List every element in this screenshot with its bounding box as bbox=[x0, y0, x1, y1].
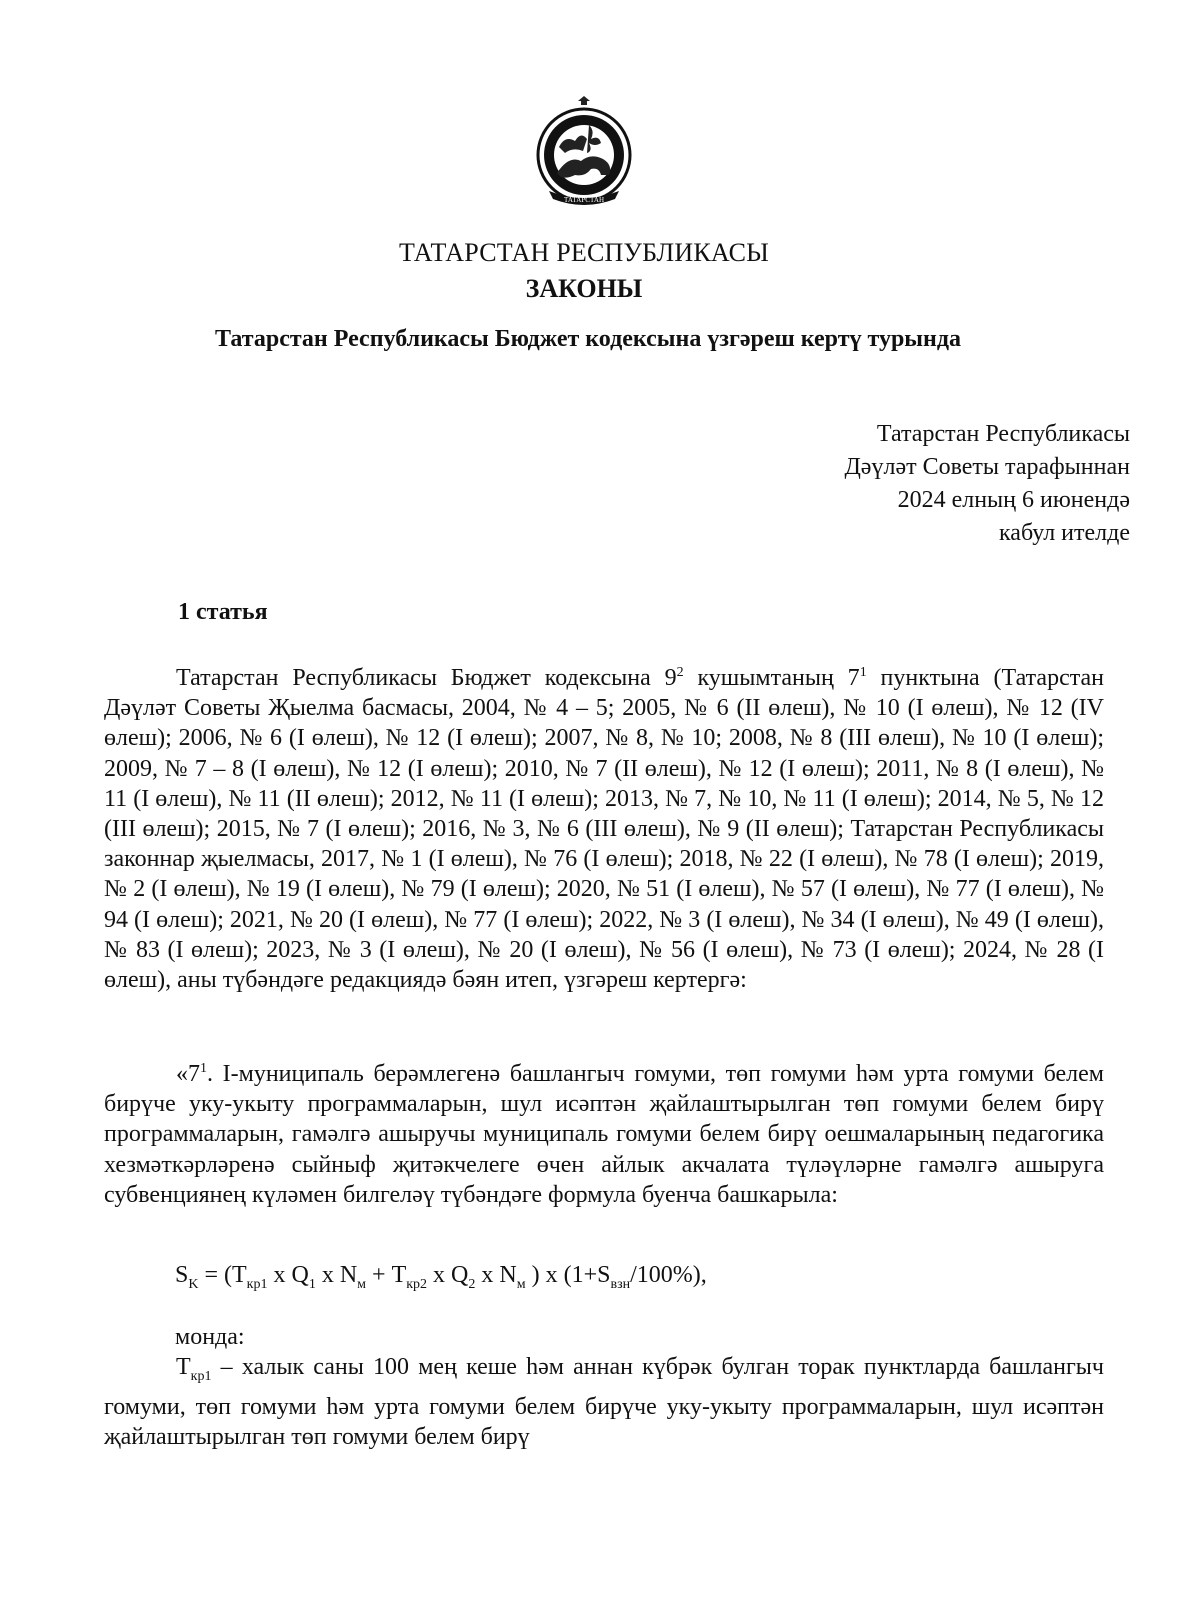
emblem-ring-text: ТАТАРСТАН bbox=[563, 196, 605, 204]
article-title: 1 статья bbox=[178, 599, 268, 625]
para1-text-b: кушымтаның 7 bbox=[683, 665, 860, 691]
para3-symbol-sub: кр1 bbox=[190, 1368, 212, 1384]
formula-part: x N bbox=[475, 1262, 517, 1288]
paragraph-amendment-intro bbox=[104, 658, 1104, 995]
formula-sub: м bbox=[516, 1276, 526, 1292]
formula-sub: кр1 bbox=[246, 1276, 268, 1292]
para1-text-c: пунктына (Татарстан Дәүләт Советы Җыелма басмасы, 2004, № 4 – 5; 2005, № 6 (II өлеш), № 10 (I өлеш), № 12 (IV өлеш); 2006, № 6 (I өлеш), № 12 (I өлеш); 2007, № 8, № 10; 2008, № 8 (III өлеш), № 10 (I өлеш); 2009, № 7 – 8 (I өлеш), № 12 (I өлеш); 2010, № 7 (II өлеш), № 12 (I өлеш); 2011, № 8 (I өлеш), № 11 (I өлеш), № 11 (II өлеш); 2012, № 11 (I өлеш); 2013, № 7, № 10, № 11 (I өлеш); 2014, № 5, № 12 (III өлеш); 2015, № 7 (I өлеш); 2016, № 3, № 6 (III өлеш), № 9 (II өлеш); Татарстан Республикасы законнар җыелмасы, 2017, № 1 (I өлеш), № 76 (I өлеш); 2018, № 22 (I өлеш), № 78 (I өлеш); 2019, № 2 (I өлеш), № 19 (I өлеш), № 79 (I өлеш); 2020, № 51 (I өлеш), № 57 (I өлеш), № 77 (I өлеш), № 94 (I өлеш); 2021, № 20 (I өлеш), № 77 (I өлеш); 2022, № 3 (I өлеш), № 34 (I өлеш), № 49 (I өлеш), № 83 (I өлеш); 2023, № 3 (I өлеш), № 20 (I өлеш), № 56 (I өлеш), № 73 (I өлеш); 2024, № 28 (I өлеш), аны түбәндәге редакциядә бәян итеп, үзгәреш кертергә: bbox=[104, 665, 1105, 994]
para1-text-a: Татарстан Республикасы Бюджет кодексына 9 bbox=[176, 665, 677, 691]
adoption-line-3: 2024 елның 6 июнендә bbox=[897, 487, 1130, 513]
para1-sup-b: 1 bbox=[859, 665, 867, 680]
formula-sub: 2 bbox=[468, 1276, 476, 1292]
formula-part: x Q bbox=[427, 1262, 469, 1288]
paragraph-new-point bbox=[104, 1054, 1104, 1210]
para3-text: – халык саны 100 мең кеше һәм аннан күбрәк булган торак пунктларда башлангыч гомуми, төп гомуми һәм урта гомуми белем бирүче уку-укыту программаларын, шул исәптән җайлаштырылган төп гомуми белем бирү bbox=[104, 1354, 1104, 1451]
header-law: ЗАКОНЫ bbox=[525, 274, 643, 303]
header-republic: ТАТАРСТАН РЕСПУБЛИКАСЫ bbox=[399, 238, 769, 267]
formula-sub: м bbox=[357, 1276, 367, 1292]
adoption-line-4: кабул ителде bbox=[999, 520, 1130, 546]
formula-part: /100%), bbox=[630, 1262, 707, 1288]
formula-part: ) x (1+S bbox=[525, 1262, 611, 1288]
para1-sup-a: 2 bbox=[676, 665, 684, 680]
formula-sub: K bbox=[188, 1276, 199, 1292]
adoption-block bbox=[844, 418, 1130, 550]
subvention-formula bbox=[175, 1262, 707, 1293]
formula-sub: взн bbox=[610, 1276, 631, 1292]
paragraph-definition-tkr1 bbox=[104, 1352, 1104, 1452]
formula-sub: 1 bbox=[308, 1276, 316, 1292]
para2-sup-a: 1 bbox=[200, 1061, 207, 1076]
formula-part: + T bbox=[366, 1262, 407, 1288]
tatarstan-coat-of-arms-icon bbox=[529, 95, 639, 213]
para2-text-b: . I-муниципаль берәмлегенә башлангыч гомуми, төп гомуми һәм урта гомуми белем бирүче уку-укыту программаларын, шул исәптән җайлаштырылган төп гомуми белем бирү программаларын, гамәлгә ашыручы муниципаль гомуми белем бирү оешмаларының педагогика хезмәткәрләренә сыйныф җитәкчелеге өчен айлык акчалата түләүләрне гамәлгә ашыруга субвенциянең күләмен билгеләү түбәндәге формула буенча башкарыла: bbox=[104, 1061, 1104, 1208]
adoption-line-2: Дәүләт Советы тарафыннан bbox=[844, 454, 1130, 480]
formula-part: x Q bbox=[267, 1262, 309, 1288]
where-label: монда: bbox=[175, 1324, 245, 1350]
formula-part: x N bbox=[315, 1262, 358, 1288]
para2-text-a: «7 bbox=[176, 1061, 200, 1087]
formula-sub: кр2 bbox=[406, 1276, 428, 1292]
para3-symbol: Т bbox=[176, 1354, 191, 1380]
law-subject-title: Татарстан Республикасы Бюджет кодексына үзгәреш кертү турында bbox=[214, 326, 962, 352]
adoption-line-1: Татарстан Республикасы bbox=[876, 421, 1130, 447]
formula-part: S bbox=[175, 1262, 189, 1288]
formula-part: = (T bbox=[198, 1262, 247, 1288]
